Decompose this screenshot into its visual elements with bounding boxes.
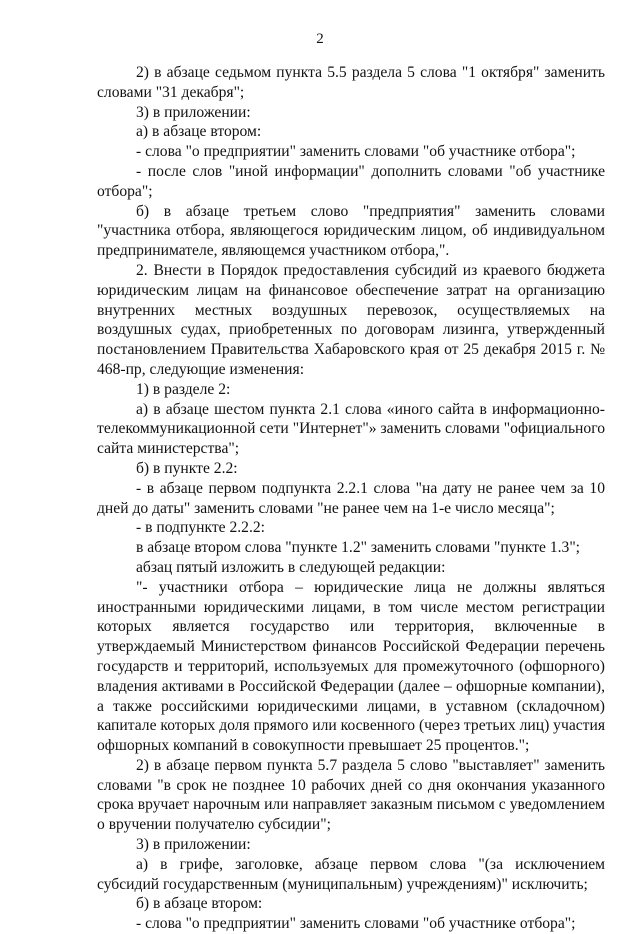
paragraph: б) в абзаце третьем слово "предприятия" заменить словами "участника отбора, являющегося юридическим лицом, об индивидуальном предпринимателе, являющемся участником отбора,". (97, 202, 605, 260)
paragraph: 2) в абзаце первом пункта 5.7 раздела 5 слово "выставляет" заменить словами "в срок не позднее 10 рабочих дней со дня окончания указанного срока вручает нарочным или направляет заказным письмом с уведомлением о вручении получателю субсидии"; (97, 756, 605, 834)
paragraph: "- участники отбора – юридические лица не должны являться иностранными юридическими лицами, в том числе местом регистрации которых является государство или территория, включенные в утверждаемый Министерством финансов Российской Федерации перечень государств и территорий, используемых для промежуточного (офшорного) владения активами в Российской Федерации (далее – офшорные компании), а также российскими юридическими лицами, в уставном (складочном) капитале которых доля прямого или косвенного (через третьих лиц) участия офшорных компаний в совокупности превышает 25 процентов."; (97, 578, 605, 755)
paragraph: в абзаце втором слова "пункте 1.2" заменить словами "пункте 1.3"; (136, 539, 581, 557)
paragraph: 2) в абзаце седьмом пункта 5.5 раздела 5 слова "1 октября" заменить словами "31 декабря"; (97, 64, 605, 101)
paragraph: а) в абзаце шестом пункта 2.1 слова «иного сайта в информационно-телекоммуникационной сети "Интернет"» заменить словами "официального сайта министерства"; (97, 400, 605, 458)
paragraph: а) в грифе, заголовке, абзаце первом слова "(за исключением субсидий государственным (муниципальным) учреждениям)" исключить; (97, 855, 605, 893)
paragraph: - слова "о предприятии" заменить словами "об участнике отбора"; (136, 143, 576, 161)
paragraph: 3) в приложении: (136, 836, 251, 854)
paragraph: б) в пункте 2.2: (136, 459, 238, 477)
document-body (97, 63, 605, 934)
paragraph: - слова "о предприятии" заменить словами "об участнике отбора"; (136, 915, 576, 933)
page-number: 2 (316, 31, 324, 47)
paragraph: 1) в разделе 2: (136, 380, 231, 398)
paragraph: б) в абзаце втором: (136, 895, 263, 913)
paragraph: а) в абзаце втором: (136, 123, 262, 141)
paragraph: - в подпункте 2.2.2: (136, 519, 265, 537)
paragraph: абзац пятый изложить в следующей редакции: (136, 558, 446, 576)
paragraph: 2. Внести в Порядок предоставления субсидий из краевого бюджета юридическим лицам на финансовое обеспечение затрат на организацию внутренних местных воздушных перевозок, осуществляемых на воздушных судах, приобретенных по договорам лизинга, утвержденный постановлением Правительства Хабаровского края от 25 декабря 2015 г. № 468-пр, следующие изменения: (97, 261, 605, 378)
paragraph: 3) в приложении: (136, 103, 251, 121)
paragraph: - в абзаце первом подпункта 2.2.1 слова "на дату не ранее чем за 10 дней до даты" заменить словами "не ранее чем на 1-е число месяца"; (97, 479, 605, 517)
paragraph: - после слов "иной информации" дополнить словами "об участнике отбора"; (97, 162, 605, 200)
